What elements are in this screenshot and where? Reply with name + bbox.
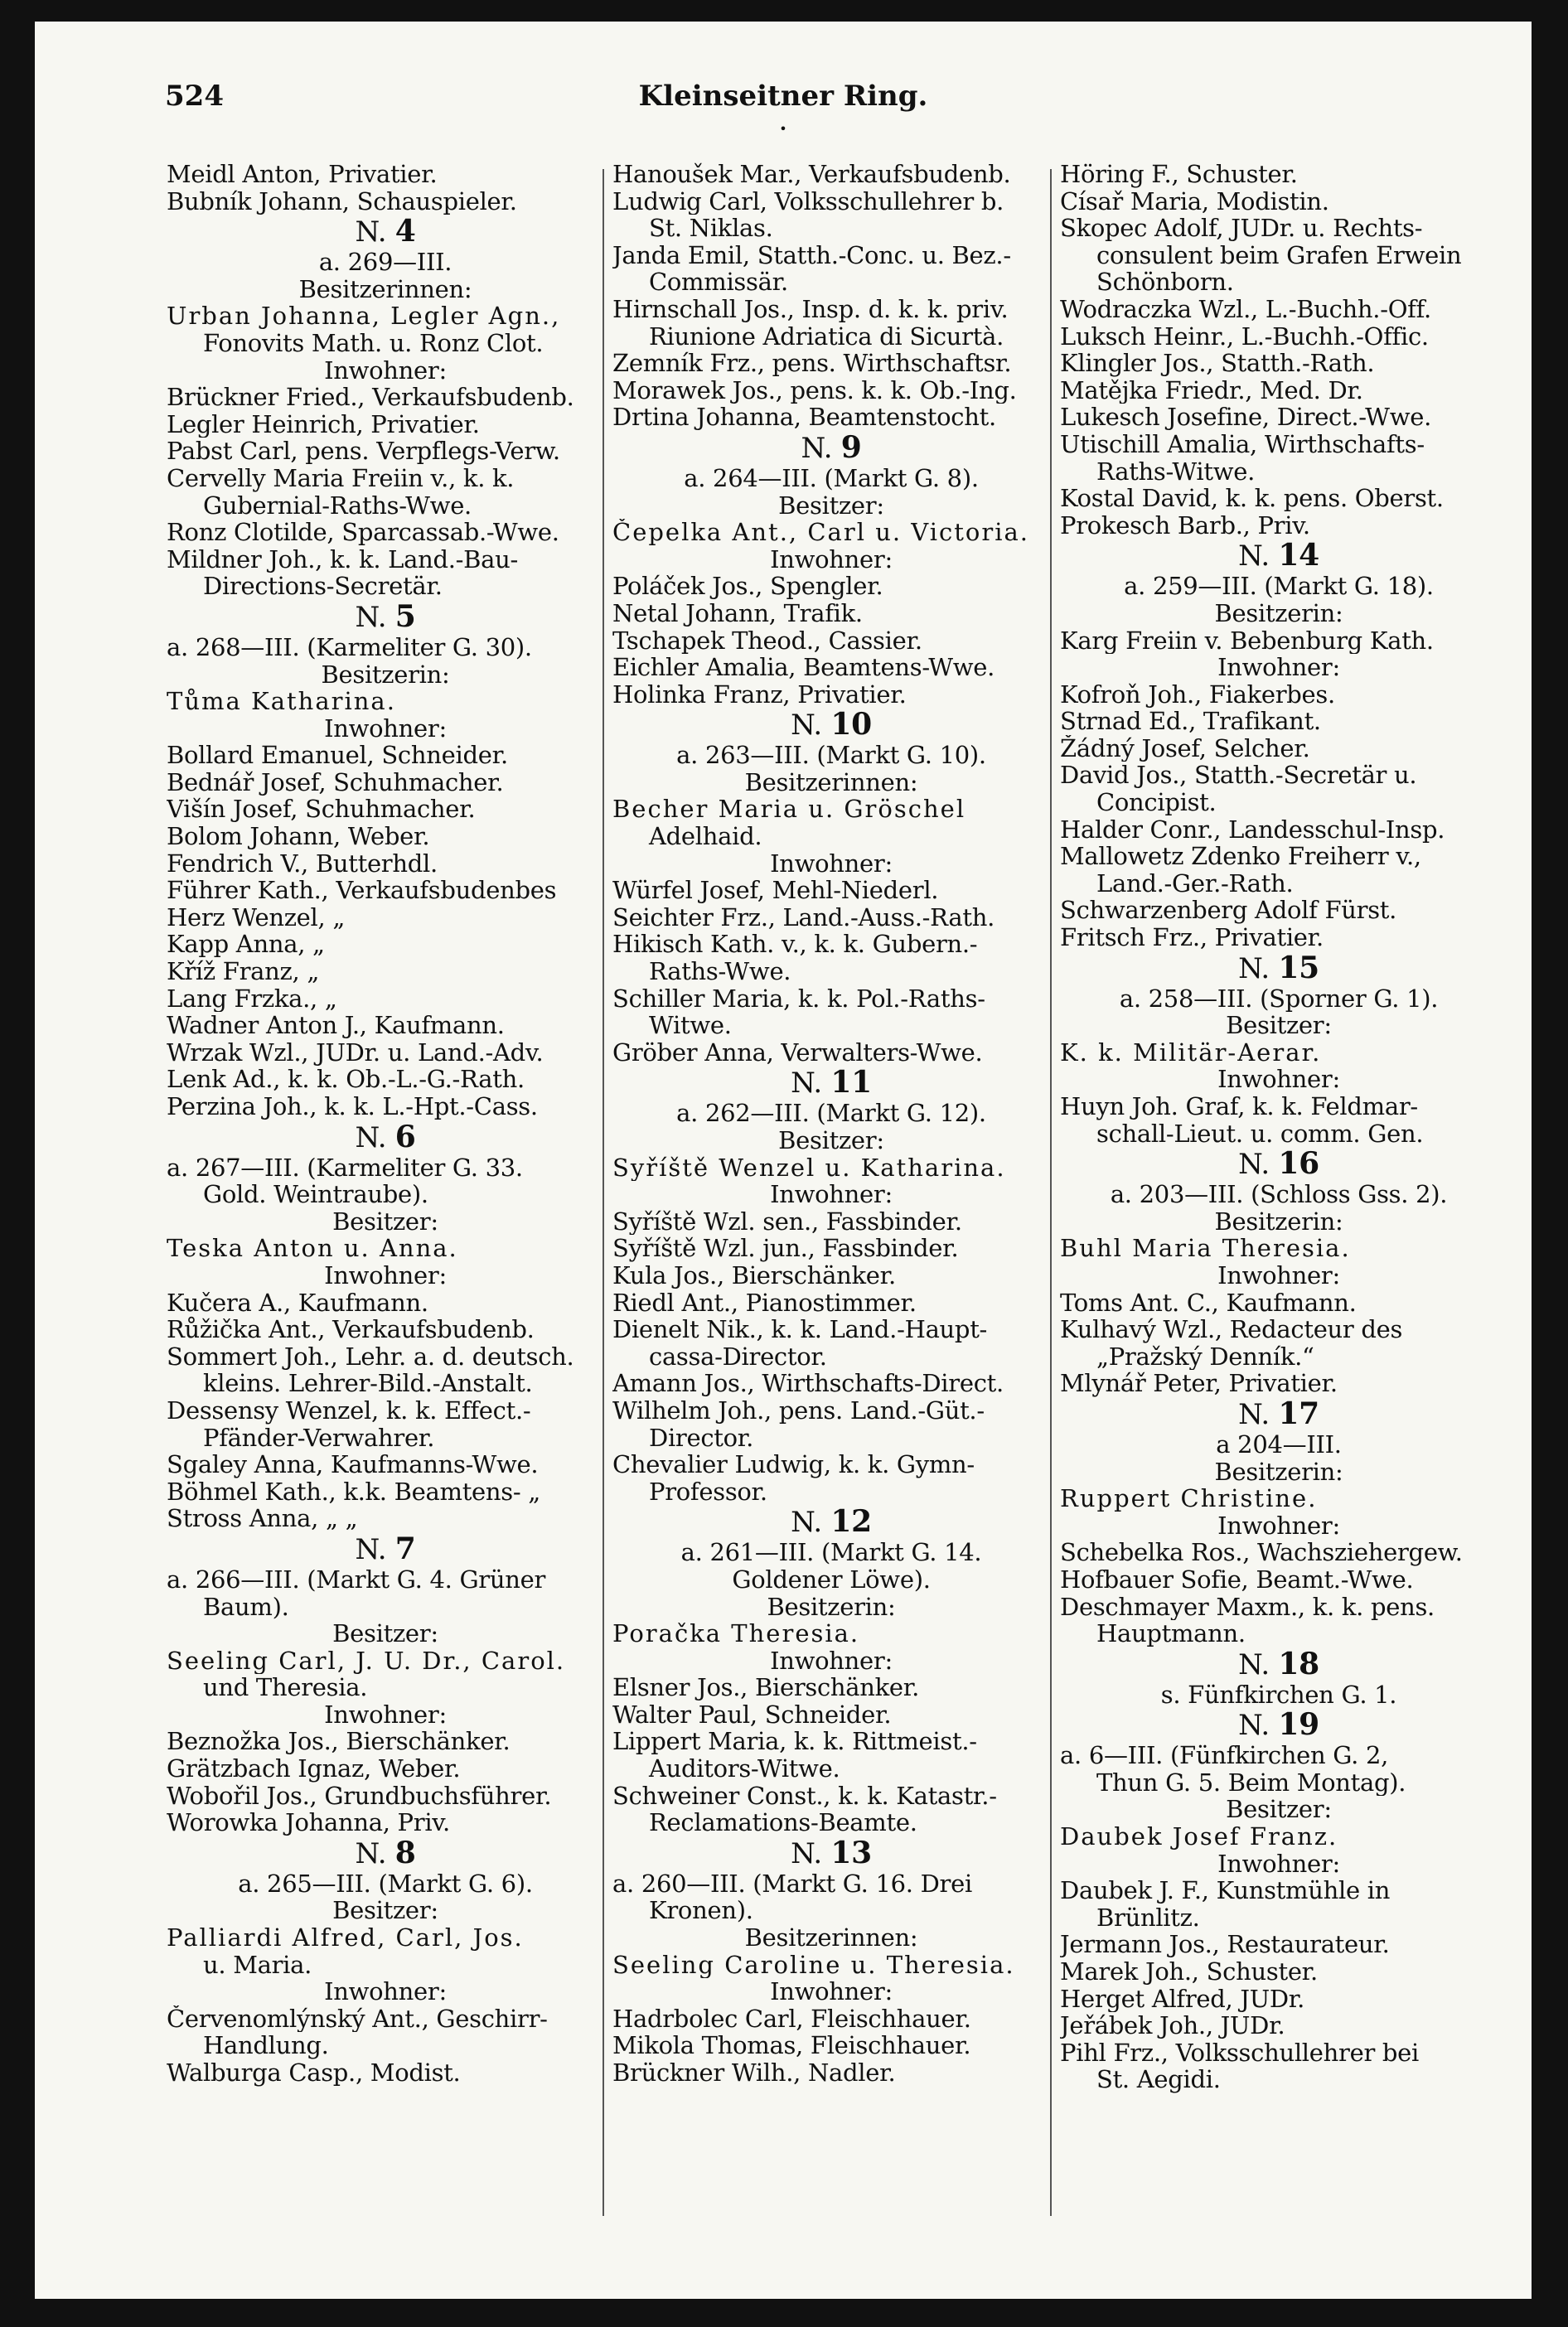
resident-entry: Mikola Thomas, Fleischhauer. bbox=[612, 2032, 971, 2059]
house-number-label: N. bbox=[1238, 539, 1270, 573]
resident-entry: Perzina Joh., k. k. L.-Hpt.-Cass. bbox=[167, 1093, 538, 1120]
house-number-digit: 10 bbox=[830, 708, 872, 743]
resident-entry: Morawek Jos., pens. k. k. Ob.-Ing. bbox=[612, 376, 1017, 404]
house-number-heading bbox=[1060, 1708, 1498, 1742]
section-label: Inwohner: bbox=[1217, 1261, 1340, 1289]
ornament-icon: • bbox=[779, 121, 787, 137]
house-number-heading bbox=[1060, 1397, 1498, 1431]
house-number-label: N. bbox=[1238, 951, 1270, 985]
section-label: Inwohner: bbox=[770, 849, 893, 878]
resident-entry: Schwarzenberg Adolf Fürst. bbox=[1060, 897, 1397, 925]
house-number-label: N. bbox=[791, 1836, 822, 1870]
owner-entry: K. k. Militär-Aerar. bbox=[1060, 1038, 1322, 1067]
resident-entry: David Jos., Statth.-Secretär u. bbox=[1060, 762, 1417, 790]
resident-entry: Ludwig Carl, Volksschullehrer b. bbox=[612, 187, 1004, 215]
section-label: Inwohner: bbox=[770, 1978, 893, 2005]
house-number-digit: 14 bbox=[1278, 539, 1319, 573]
house-number-heading bbox=[612, 1836, 1050, 1870]
entry-continuation: Thun G. 5. Beim Montag). bbox=[1096, 1768, 1406, 1797]
resident-entry: Utischill Amalia, Wirthschafts- bbox=[1060, 430, 1425, 458]
entry-continuation: Gold. Weintraube). bbox=[203, 1181, 428, 1208]
entry-continuation: u. Maria. bbox=[203, 1951, 312, 1979]
section-label: a. 269—III. bbox=[318, 249, 452, 276]
resident-entry: Stross Anna, „ „ bbox=[167, 1505, 358, 1532]
directory-page bbox=[35, 22, 1532, 2299]
house-number-label: N. bbox=[355, 1836, 387, 1870]
entry-continuation: Reclamations-Beamte. bbox=[649, 1809, 917, 1836]
section-label: s. Fünfkirchen G. 1. bbox=[1160, 1681, 1397, 1709]
house-number-digit: 18 bbox=[1278, 1647, 1319, 1681]
entry-continuation: Hauptmann. bbox=[1096, 1620, 1246, 1647]
resident-entry: Worowka Johanna, Priv. bbox=[167, 1809, 450, 1836]
entry-continuation: kleins. Lehrer-Bild.-Anstalt. bbox=[203, 1370, 533, 1397]
section-label: Inwohner: bbox=[324, 1261, 447, 1289]
house-number-digit: 16 bbox=[1278, 1147, 1319, 1182]
resident-entry: Matějka Friedr., Med. Dr. bbox=[1060, 376, 1363, 404]
entry-continuation: St. Aegidi. bbox=[1096, 2066, 1221, 2093]
resident-entry: Netal Johann, Trafik. bbox=[612, 599, 863, 627]
resident-entry: Würfel Josef, Mehl-Niederl. bbox=[612, 877, 939, 904]
resident-entry: Fendrich V., Butterhdl. bbox=[167, 849, 438, 878]
entry-continuation: Pfänder-Verwahrer. bbox=[203, 1424, 435, 1452]
entry-continuation: und Theresia. bbox=[203, 1674, 368, 1701]
entry-continuation: Land.-Ger.-Rath. bbox=[1096, 869, 1294, 897]
section-label: a. 264—III. (Markt G. 8). bbox=[684, 464, 979, 492]
section-label: Besitzerin: bbox=[1214, 1207, 1343, 1236]
resident-entry: Kofroň Joh., Fiakerbes. bbox=[1060, 680, 1335, 709]
entry-continuation: Handlung. bbox=[203, 2032, 329, 2059]
resident-entry: Hirnschall Jos., Insp. d. k. k. priv. bbox=[612, 295, 1009, 323]
resident-entry: Kapp Anna, „ bbox=[167, 931, 325, 959]
house-number-label: N. bbox=[355, 215, 387, 249]
resident-entry: Chevalier Ludwig, k. k. Gymn- bbox=[612, 1451, 975, 1478]
entry-continuation: Professor. bbox=[649, 1478, 767, 1506]
resident-entry: a. 267—III. (Karmeliter G. 33. bbox=[167, 1154, 523, 1182]
resident-entry: Toms Ant. C., Kaufmann. bbox=[1060, 1289, 1357, 1317]
section-label: Besitzerin: bbox=[321, 660, 450, 689]
resident-entry: Meidl Anton, Privatier. bbox=[167, 161, 438, 188]
resident-entry: Eichler Amalia, Beamtens-Wwe. bbox=[612, 654, 995, 681]
column-2 bbox=[612, 161, 1050, 2087]
entry-continuation: Witwe. bbox=[649, 1012, 732, 1039]
entry-continuation: Concipist. bbox=[1096, 789, 1217, 816]
resident-entry: Syříště Wzl. sen., Fassbinder. bbox=[612, 1207, 962, 1236]
resident-entry: Strnad Ed., Trafikant. bbox=[1060, 708, 1321, 735]
entry-continuation: Raths-Wwe. bbox=[649, 958, 791, 985]
section-label: Inwohner: bbox=[770, 1181, 893, 1208]
house-number-heading bbox=[612, 431, 1050, 465]
resident-entry: Walter Paul, Schneider. bbox=[612, 1700, 892, 1729]
section-label: a. 203—III. (Schloss Gss. 2). bbox=[1110, 1181, 1448, 1208]
house-number-label: N. bbox=[791, 1067, 822, 1101]
resident-entry: Karg Freiin v. Bebenburg Kath. bbox=[1060, 626, 1434, 655]
house-number-digit: 13 bbox=[830, 1836, 872, 1870]
house-number-digit: 5 bbox=[394, 599, 416, 634]
owner-entry: Buhl Maria Theresia. bbox=[1060, 1235, 1351, 1262]
entry-continuation: Gubernial-Raths-Wwe. bbox=[203, 491, 472, 520]
resident-entry: Kučera A., Kaufmann. bbox=[167, 1289, 428, 1317]
resident-entry: Deschmayer Maxm., k. k. pens. bbox=[1060, 1593, 1435, 1621]
resident-entry: Císař Maria, Modistin. bbox=[1060, 187, 1329, 215]
resident-entry: Schiller Maria, k. k. Pol.-Raths- bbox=[612, 984, 985, 1013]
owner-entry: Becher Maria u. Gröschel bbox=[612, 796, 966, 824]
section-label: Besitzer: bbox=[332, 1897, 438, 1925]
resident-entry: Kula Jos., Bierschänker. bbox=[612, 1261, 896, 1289]
entry-continuation: Raths-Witwe. bbox=[1096, 457, 1256, 486]
resident-entry: Brückner Fried., Verkaufsbudenb. bbox=[167, 384, 574, 411]
resident-entry: Amann Jos., Wirthschafts-Direct. bbox=[612, 1370, 1004, 1397]
resident-entry: Wilhelm Joh., pens. Land.-Güt.- bbox=[612, 1396, 985, 1425]
house-number-digit: 8 bbox=[394, 1836, 416, 1870]
section-label: Besitzer: bbox=[778, 491, 884, 520]
resident-entry: Bollard Emanuel, Schneider. bbox=[167, 742, 508, 769]
section-label: Inwohner: bbox=[1217, 1850, 1340, 1878]
section-label: Besitzerinnen: bbox=[298, 275, 472, 303]
entry-continuation: Commissär. bbox=[649, 268, 788, 296]
house-number-label: N. bbox=[355, 600, 387, 634]
house-number-heading bbox=[167, 600, 604, 634]
owner-entry: Seeling Caroline u. Theresia. bbox=[612, 1951, 1015, 1979]
owner-entry: Ruppert Christine. bbox=[1060, 1485, 1318, 1512]
entry-continuation: Directions-Secretär. bbox=[203, 573, 443, 600]
entry-continuation: St. Niklas. bbox=[649, 215, 773, 242]
section-label: Besitzerin: bbox=[767, 1593, 896, 1621]
house-number-label: N. bbox=[791, 1506, 822, 1540]
column-divider bbox=[603, 169, 604, 2216]
entry-continuation: Adelhaid. bbox=[649, 823, 762, 850]
house-number-heading bbox=[612, 708, 1050, 742]
resident-entry: Lenk Ad., k. k. Ob.-L.-G.-Rath. bbox=[167, 1066, 525, 1093]
section-label: Inwohner: bbox=[1217, 1066, 1340, 1093]
section-label: Inwohner: bbox=[1217, 1512, 1340, 1540]
entry-continuation: schall-Lieut. u. comm. Gen. bbox=[1096, 1120, 1424, 1148]
resident-entry: Klingler Jos., Statth.-Rath. bbox=[1060, 350, 1375, 377]
house-number-label: N. bbox=[791, 709, 822, 743]
owner-entry: Urban Johanna, Legler Agn., bbox=[167, 302, 561, 330]
resident-entry: Luksch Heinr., L.-Buchh.-Offic. bbox=[1060, 322, 1429, 351]
resident-entry: Mallowetz Zdenko Freiherr v., bbox=[1060, 843, 1421, 870]
house-number-heading bbox=[612, 1066, 1050, 1100]
resident-entry: Huyn Joh. Graf, k. k. Feldmar- bbox=[1060, 1093, 1418, 1120]
resident-entry: Dessensy Wenzel, k. k. Effect.- bbox=[167, 1396, 531, 1425]
house-number-heading bbox=[1060, 951, 1498, 985]
house-number-digit: 6 bbox=[394, 1120, 416, 1154]
owner-entry: Tůma Katharina. bbox=[167, 688, 396, 715]
section-label: Besitzer: bbox=[1226, 1012, 1332, 1039]
resident-entry: Tschapek Theod., Cassier. bbox=[612, 626, 922, 655]
entry-continuation: Baum). bbox=[203, 1593, 289, 1621]
resident-entry: a. 266—III. (Markt G. 4. Grüner bbox=[167, 1565, 546, 1594]
house-number-label: N. bbox=[355, 1532, 387, 1566]
resident-entry: Pihl Frz., Volksschullehrer bei bbox=[1060, 2039, 1420, 2067]
resident-entry: Lukesch Josefine, Direct.-Wwe. bbox=[1060, 404, 1431, 431]
resident-entry: Lippert Maria, k. k. Rittmeist.- bbox=[612, 1728, 977, 1756]
owner-entry: Syříště Wenzel u. Katharina. bbox=[612, 1154, 1006, 1182]
resident-entry: Kulhavý Wzl., Redacteur des bbox=[1060, 1316, 1403, 1343]
resident-entry: Walburga Casp., Modist. bbox=[167, 2059, 461, 2087]
resident-entry: Wadner Anton J., Kaufmann. bbox=[167, 1012, 505, 1039]
resident-entry: Žádný Josef, Selcher. bbox=[1060, 734, 1310, 762]
resident-entry: Marek Joh., Schuster. bbox=[1060, 1958, 1318, 1986]
entry-continuation: consulent beim Grafen Erwein bbox=[1096, 241, 1462, 269]
resident-entry: Riedl Ant., Pianostimmer. bbox=[612, 1289, 917, 1317]
section-label: Besitzer: bbox=[778, 1127, 884, 1154]
resident-entry: Gröber Anna, Verwalters-Wwe. bbox=[612, 1038, 983, 1067]
resident-entry: Červenomlýnský Ant., Geschirr- bbox=[167, 2005, 548, 2033]
resident-entry: Hadrbolec Carl, Fleischhauer. bbox=[612, 2005, 971, 2033]
house-number-digit: 17 bbox=[1278, 1396, 1319, 1431]
entry-continuation: Fonovits Math. u. Ronz Clot. bbox=[203, 329, 544, 357]
house-number-digit: 9 bbox=[840, 430, 862, 465]
entry-continuation: Auditors-Witwe. bbox=[649, 1755, 840, 1783]
owner-entry: Poračka Theresia. bbox=[612, 1620, 860, 1647]
resident-entry: Wrzak Wzl., JUDr. u. Land.-Adv. bbox=[167, 1038, 544, 1067]
section-label: Besitzerinnen: bbox=[744, 1924, 918, 1952]
entry-continuation: Kronen). bbox=[649, 1897, 753, 1925]
section-label: Inwohner: bbox=[770, 1647, 893, 1675]
house-number-label: N. bbox=[1238, 1647, 1270, 1681]
section-label: Besitzerinnen: bbox=[744, 768, 918, 796]
section-label: Besitzer: bbox=[332, 1207, 438, 1236]
resident-entry: Růžička Ant., Verkaufsbudenb. bbox=[167, 1316, 535, 1343]
section-label: Inwohner: bbox=[324, 1700, 447, 1729]
entry-continuation: Brünlitz. bbox=[1096, 1904, 1200, 1932]
resident-entry: Daubek J. F., Kunstmühle in bbox=[1060, 1877, 1391, 1904]
house-number-label: N. bbox=[355, 1120, 387, 1154]
resident-entry: Kříž Franz, „ bbox=[167, 958, 320, 985]
owner-entry: Teska Anton u. Anna. bbox=[167, 1235, 458, 1262]
section-label: a. 263—III. (Markt G. 10). bbox=[676, 742, 986, 769]
resident-entry: Legler Heinrich, Privatier. bbox=[167, 410, 480, 438]
section-label: Inwohner: bbox=[770, 545, 893, 573]
column-1 bbox=[167, 161, 604, 2087]
resident-entry: Hanoušek Mar., Verkaufsbudenb. bbox=[612, 161, 1011, 188]
section-label: a. 262—III. (Markt G. 12). bbox=[676, 1100, 986, 1127]
resident-entry: Seichter Frz., Land.-Auss.-Rath. bbox=[612, 903, 995, 931]
section-label: Besitzer: bbox=[1226, 1796, 1332, 1824]
house-number-label: N. bbox=[801, 431, 833, 465]
section-label: Inwohner: bbox=[324, 1978, 447, 2005]
section-label: a. 258—III. (Sporner G. 1). bbox=[1119, 984, 1439, 1013]
section-label: Goldener Löwe). bbox=[732, 1565, 931, 1594]
resident-entry: Mildner Joh., k. k. Land.-Bau- bbox=[167, 545, 519, 573]
resident-entry: Wobořil Jos., Grundbuchsführer. bbox=[167, 1782, 552, 1810]
owner-entry: Daubek Josef Franz. bbox=[1060, 1823, 1338, 1850]
section-label: Inwohner: bbox=[1217, 654, 1340, 681]
resident-entry: Herget Alfred, JUDr. bbox=[1060, 1985, 1305, 2013]
house-number-heading bbox=[1060, 539, 1498, 573]
resident-entry: Bolom Johann, Weber. bbox=[167, 823, 430, 850]
resident-entry: Zemník Frz., pens. Wirthschaftsr. bbox=[612, 350, 1012, 377]
resident-entry: Višín Josef, Schuhmacher. bbox=[167, 796, 476, 824]
resident-entry: Bednář Josef, Schuhmacher. bbox=[167, 768, 504, 796]
resident-entry: a. 268—III. (Karmeliter G. 30). bbox=[167, 633, 532, 661]
section-label: Besitzerin: bbox=[1214, 1458, 1343, 1486]
house-number-digit: 12 bbox=[830, 1505, 872, 1540]
house-number-label: N. bbox=[1238, 1709, 1270, 1743]
resident-entry: Schebelka Ros., Wachsziehergew. bbox=[1060, 1539, 1463, 1566]
resident-entry: a. 6—III. (Fünfkirchen G. 2, bbox=[1060, 1742, 1389, 1769]
resident-entry: Fritsch Frz., Privatier. bbox=[1060, 924, 1324, 951]
resident-entry: Wodraczka Wzl., L.-Buchh.-Off. bbox=[1060, 295, 1431, 323]
resident-entry: Halder Conr., Landesschul-Insp. bbox=[1060, 815, 1445, 844]
resident-entry: Mlynář Peter, Privatier. bbox=[1060, 1370, 1338, 1397]
resident-entry: Führer Kath., Verkaufsbudenbes bbox=[167, 877, 557, 904]
resident-entry: Lang Frzka., „ bbox=[167, 984, 337, 1013]
house-number-digit: 15 bbox=[1278, 951, 1319, 985]
resident-entry: Dienelt Nik., k. k. Land.-Haupt- bbox=[612, 1316, 988, 1343]
house-number-digit: 7 bbox=[394, 1531, 416, 1566]
section-label: Inwohner: bbox=[324, 356, 447, 385]
entry-continuation: cassa-Director. bbox=[649, 1342, 827, 1371]
house-number-heading bbox=[1060, 1647, 1498, 1681]
entry-continuation: Riunione Adriatica di Sicurtà. bbox=[649, 322, 1004, 351]
resident-entry: Janda Emil, Statth.-Conc. u. Bez.- bbox=[612, 241, 1011, 269]
resident-entry: Hofbauer Sofie, Beamt.-Wwe. bbox=[1060, 1565, 1414, 1594]
section-label: Besitzer: bbox=[332, 1620, 438, 1647]
resident-entry: Bubník Johann, Schauspieler. bbox=[167, 187, 517, 215]
house-number-digit: 11 bbox=[830, 1066, 872, 1101]
house-number-label: N. bbox=[1238, 1148, 1270, 1182]
entry-continuation: „Pražský Denník.“ bbox=[1096, 1342, 1314, 1371]
resident-entry: Beznožka Jos., Bierschänker. bbox=[167, 1728, 511, 1756]
section-label: a 204—III. bbox=[1216, 1430, 1342, 1459]
resident-entry: Elsner Jos., Bierschänker. bbox=[612, 1674, 920, 1701]
page-header bbox=[35, 73, 1532, 137]
house-number-label: N. bbox=[1238, 1397, 1270, 1431]
section-label: a. 265—III. (Markt G. 6). bbox=[238, 1870, 533, 1898]
section-label: a. 259—III. (Markt G. 18). bbox=[1124, 573, 1434, 600]
section-label: a. 261—III. (Markt G. 14. bbox=[680, 1539, 982, 1566]
house-number-heading bbox=[167, 1836, 604, 1870]
resident-entry: Jeřábek Joh., JUDr. bbox=[1060, 2012, 1285, 2039]
resident-entry: Jermann Jos., Restaurateur. bbox=[1060, 1931, 1390, 1959]
page-number: 524 bbox=[165, 80, 224, 113]
resident-entry: Böhmel Kath., k.k. Beamtens- „ bbox=[167, 1478, 541, 1506]
owner-entry: Čepelka Ant., Carl u. Victoria. bbox=[612, 519, 1030, 546]
resident-entry: Brückner Wilh., Nadler. bbox=[612, 2059, 896, 2087]
owner-entry: Seeling Carl, J. U. Dr., Carol. bbox=[167, 1647, 566, 1675]
section-label: Inwohner: bbox=[324, 714, 447, 743]
resident-entry: Syříště Wzl. jun., Fassbinder. bbox=[612, 1235, 959, 1262]
running-head: Kleinseitner Ring. bbox=[638, 80, 928, 113]
resident-entry: Grätzbach Ignaz, Weber. bbox=[167, 1755, 461, 1783]
resident-entry: Schweiner Const., k. k. Katastr.- bbox=[612, 1782, 997, 1810]
resident-entry: Prokesch Barb., Priv. bbox=[1060, 511, 1310, 539]
house-number-heading bbox=[612, 1505, 1050, 1539]
resident-entry: Holinka Franz, Privatier. bbox=[612, 680, 907, 709]
house-number-heading bbox=[1060, 1147, 1498, 1181]
resident-entry: a. 260—III. (Markt G. 16. Drei bbox=[612, 1870, 972, 1898]
house-number-heading bbox=[167, 1120, 604, 1154]
house-number-heading bbox=[167, 215, 604, 249]
resident-entry: Sommert Joh., Lehr. a. d. deutsch. bbox=[167, 1342, 574, 1371]
house-number-heading bbox=[167, 1532, 604, 1566]
resident-entry: Kostal David, k. k. pens. Oberst. bbox=[1060, 485, 1444, 512]
section-label: Besitzerin: bbox=[1214, 599, 1343, 627]
house-number-digit: 19 bbox=[1278, 1708, 1319, 1743]
resident-entry: Drtina Johanna, Beamtenstocht. bbox=[612, 404, 996, 431]
resident-entry: Pabst Carl, pens. Verpflegs-Verw. bbox=[167, 438, 560, 465]
entry-continuation: Director. bbox=[649, 1424, 754, 1452]
resident-entry: Poláček Jos., Spengler. bbox=[612, 573, 883, 600]
resident-entry: Sgaley Anna, Kaufmanns-Wwe. bbox=[167, 1451, 539, 1478]
column-3 bbox=[1060, 161, 1498, 2093]
resident-entry: Herz Wenzel, „ bbox=[167, 903, 346, 931]
resident-entry: Ronz Clotilde, Sparcassab.-Wwe. bbox=[167, 519, 559, 546]
resident-entry: Hikisch Kath. v., k. k. Gubern.- bbox=[612, 931, 978, 959]
entry-continuation: Schönborn. bbox=[1096, 268, 1234, 296]
resident-entry: Cervelly Maria Freiin v., k. k. bbox=[167, 464, 515, 492]
column-divider bbox=[1050, 169, 1052, 2216]
resident-entry: Höring F., Schuster. bbox=[1060, 161, 1298, 188]
resident-entry: Skopec Adolf, JUDr. u. Rechts- bbox=[1060, 215, 1423, 242]
owner-entry: Palliardi Alfred, Carl, Jos. bbox=[167, 1924, 524, 1952]
house-number-digit: 4 bbox=[394, 215, 416, 249]
